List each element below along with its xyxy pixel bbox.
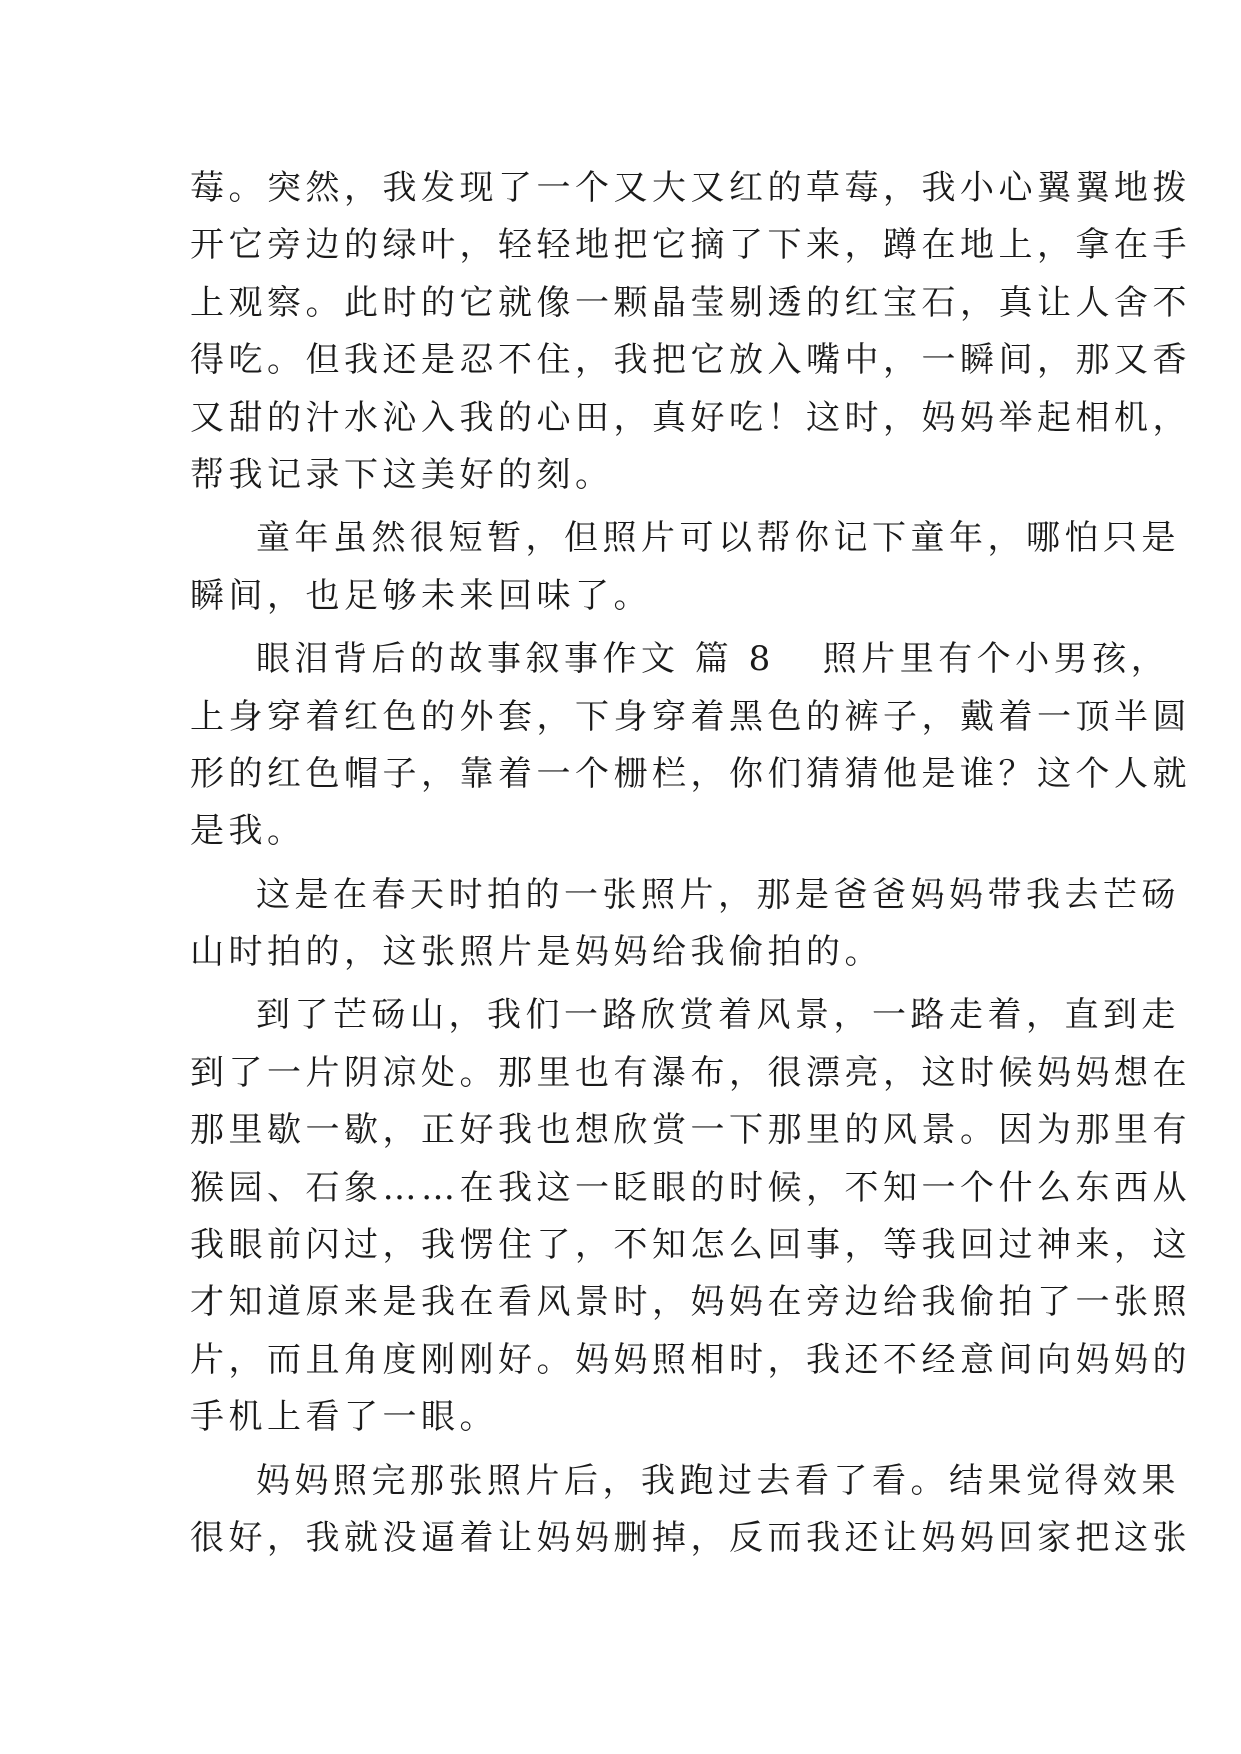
text-line: 很好，我就没逼着让妈妈删掉，反而我还让妈妈回家把这张 bbox=[190, 1517, 1191, 1558]
text-line: 莓。突然，我发现了一个又大又红的草莓，我小心翼翼地拨 bbox=[190, 168, 1191, 208]
text-line: 妈妈照完那张照片后，我跑过去看了看。结果觉得效果 bbox=[256, 1460, 1180, 1501]
paragraph bbox=[190, 867, 1180, 982]
text-line: 开它旁边的绿叶，轻轻地把它摘了下来，蹲在地上，拿在手 bbox=[190, 225, 1191, 266]
paragraph bbox=[190, 1453, 1191, 1568]
text-line: 是我。 bbox=[190, 811, 306, 852]
text-line: 山时拍的，这张照片是妈妈给我偷拍的。 bbox=[190, 932, 883, 973]
text-line: 上身穿着红色的外套，下身穿着黑色的裤子，戴着一顶半圆 bbox=[190, 696, 1191, 737]
text-line: 童年虽然很短暂，但照片可以帮你记下童年，哪怕只是 bbox=[256, 518, 1180, 559]
paragraph bbox=[190, 631, 1191, 861]
heading-line bbox=[190, 631, 1170, 688]
text-line: 瞬间，也足够未来回味了。 bbox=[190, 575, 652, 616]
paragraph bbox=[190, 160, 1191, 504]
text-line: 到了芒砀山，我们一路欣赏着风景，一路走着，直到走 bbox=[256, 995, 1180, 1036]
text-line: 猴园、石象……在我这一眨眼的时候，不知一个什么东西从 bbox=[190, 1167, 1191, 1208]
text-line: 到了一片阴凉处。那里也有瀑布，很漂亮，这时候妈妈想在 bbox=[190, 1052, 1191, 1093]
text-line: 手机上看了一眼。 bbox=[190, 1397, 498, 1438]
text-line: 我眼前闪过，我愣住了，不知怎么回事，等我回过神来，这 bbox=[190, 1225, 1191, 1266]
text-line: 片，而且角度刚刚好。妈妈照相时，我还不经意间向妈妈的 bbox=[190, 1339, 1191, 1380]
section-heading: 眼泪背后的故事叙事作文 篇 8 bbox=[256, 639, 775, 680]
text-line: 帮我记录下这美好的刻。 bbox=[190, 454, 614, 495]
paragraph bbox=[190, 510, 1180, 625]
text-line: 得吃。但我还是忍不住，我把它放入嘴中，一瞬间，那又香 bbox=[190, 340, 1191, 381]
text-line: 上观察。此时的它就像一颗晶莹剔透的红宝石，真让人舍不 bbox=[190, 282, 1191, 323]
text-line: 又甜的汁水沁入我的心田，真好吃！这时，妈妈举起相机， bbox=[190, 397, 1191, 438]
text-line: 这是在春天时拍的一张照片，那是爸爸妈妈带我去芒砀 bbox=[256, 874, 1180, 915]
body-text bbox=[190, 160, 1191, 1567]
text-line: 才知道原来是我在看风景时，妈妈在旁边给我偷拍了一张照 bbox=[190, 1282, 1191, 1323]
text-line: 那里歇一歇，正好我也想欣赏一下那里的风景。因为那里有 bbox=[190, 1110, 1191, 1151]
paragraph bbox=[190, 987, 1191, 1446]
text-line: 形的红色帽子，靠着一个栅栏，你们猜猜他是谁？这个人就 bbox=[190, 753, 1191, 794]
text-fragment: 照片里有个小男孩， bbox=[822, 639, 1170, 680]
